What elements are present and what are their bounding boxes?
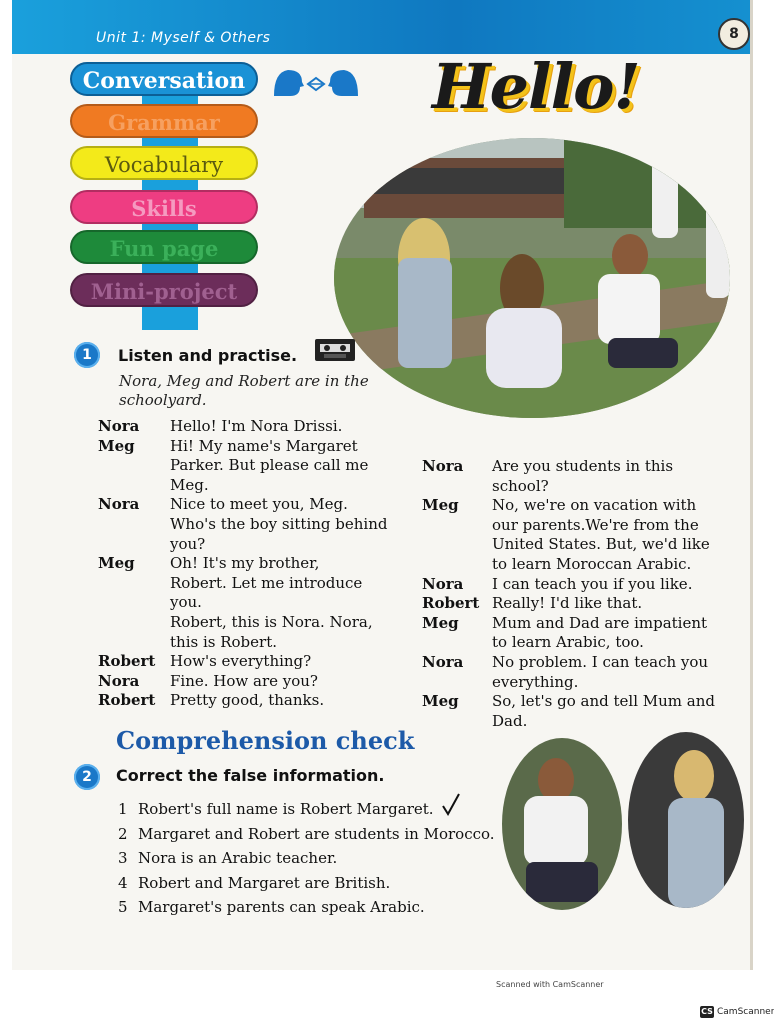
dialogue-text: Hi! My name's Margaret: [170, 436, 358, 455]
dialogue-text: to learn Moroccan Arabic.: [492, 554, 692, 573]
schoolyard-photo: [334, 138, 730, 418]
dialogue-text: you?: [170, 534, 206, 553]
comprehension-heading: Comprehension check: [116, 726, 415, 755]
camscanner-logo-text: CamScanner: [717, 1007, 774, 1017]
dialogue-line: [422, 516, 740, 536]
speaker-name: [98, 476, 170, 496]
speaker-name: [98, 574, 170, 594]
dialogue-text: Pretty good, thanks.: [170, 691, 325, 710]
speaker-name: [422, 516, 492, 536]
textbook-page: [12, 0, 753, 970]
tab-grammar[interactable]: Grammar: [70, 104, 258, 138]
dialogue-text: No, we're on vacation with: [492, 496, 697, 515]
dialogue-line: [98, 672, 418, 692]
page-number: 8: [718, 18, 750, 50]
statement-item: [118, 822, 495, 847]
speaker-name: Meg: [98, 554, 135, 573]
speaker-name: Meg: [98, 436, 135, 455]
dialogue-line: [98, 633, 418, 653]
dialogue-line: [98, 515, 418, 535]
dialogue-text: No problem. I can teach you: [492, 652, 709, 671]
dialogue-text: Hello! I'm Nora Drissi.: [170, 417, 343, 435]
dialogue-line: [422, 555, 740, 575]
dialogue-text: Oh! It's my brother,: [170, 554, 320, 573]
dialogue-line: [98, 535, 418, 555]
speaker-name: Robert: [98, 691, 156, 710]
dialogue-text: How's everything?: [170, 652, 312, 671]
speaker-name: Meg: [422, 613, 459, 632]
dialogue-text: Meg.: [170, 475, 209, 494]
statement-text: Margaret's parents can speak Arabic.: [138, 898, 425, 917]
lesson-title: Hello!: [432, 50, 640, 123]
dialogue-text: Parker. But please call me: [170, 456, 369, 475]
dialogue-line: [422, 496, 740, 516]
dialogue-line: [422, 614, 740, 634]
speaker-name: [98, 613, 170, 633]
dialogue-text: this is Robert.: [170, 632, 277, 651]
scanned-watermark: Scanned with CamScanner: [496, 980, 604, 989]
dialogue-text: Are you students in this: [492, 457, 674, 475]
dialogue-line: [98, 613, 418, 633]
dialogue-text: Fine. How are you?: [170, 671, 318, 690]
dialogue-line: [98, 554, 418, 574]
statement-text: Robert's full name is Robert Margaret.: [138, 800, 434, 818]
dialogue-line: [422, 653, 740, 673]
dialogue-text: you.: [170, 593, 202, 612]
speaker-name: Robert: [98, 652, 156, 671]
scene-setting: Nora, Meg and Robert are in the schoolyard.: [119, 372, 369, 409]
dialogue-text: United States. But, we'd like: [492, 535, 710, 554]
speaker-name: Robert: [422, 594, 480, 613]
dialogue-line: [422, 457, 740, 477]
camscanner-logo: [700, 1006, 774, 1018]
statement-number: 1: [118, 800, 128, 818]
statement-text: Nora is an Arabic teacher.: [138, 849, 338, 868]
robert-and-meg-photos: [496, 732, 748, 922]
statement-number: 4: [118, 873, 128, 892]
dialogue-line: [422, 692, 740, 712]
statement-number: 3: [118, 849, 128, 868]
dialogue-left: [98, 417, 418, 711]
speaker-name: [98, 456, 170, 476]
dialogue-text: Robert, this is Nora. Nora,: [170, 612, 373, 631]
cassette-icon[interactable]: [314, 338, 358, 362]
speaker-name: [422, 535, 492, 555]
dialogue-line: [422, 673, 740, 693]
dialogue-text: So, let's go and tell Mum and: [492, 692, 715, 711]
speaker-name: [422, 555, 492, 575]
speaker-name: Meg: [422, 692, 459, 711]
dialogue-text: everything.: [492, 672, 579, 691]
speaker-name: [98, 535, 170, 555]
dialogue-line: [422, 594, 740, 614]
dialogue-text: Robert. Let me introduce: [170, 573, 363, 592]
camscanner-badge: CS: [701, 1007, 713, 1016]
dialogue-line: [422, 633, 740, 653]
tab-fun-page[interactable]: Fun page: [70, 230, 258, 264]
statement-item: [118, 797, 495, 822]
statement-number: 5: [118, 898, 128, 917]
dialogue-text: Really! I'd like that.: [492, 594, 643, 613]
exercise-1-instruction: Listen and practise.: [118, 346, 298, 365]
dialogue-line: [422, 575, 740, 595]
tab-mini-project[interactable]: Mini-project: [70, 273, 258, 307]
dialogue-line: [98, 437, 418, 457]
speaker-name: [98, 593, 170, 613]
tab-skills[interactable]: Skills: [70, 190, 258, 224]
dialogue-text: school?: [492, 476, 549, 495]
dialogue-line: [422, 477, 740, 497]
dialogue-line: [98, 495, 418, 515]
statement-item: [118, 895, 495, 920]
exercise-2-badge: 2: [74, 764, 100, 790]
tab-vocabulary[interactable]: Vocabulary: [70, 146, 258, 180]
handwritten-check-icon: [440, 792, 462, 818]
statement-text: Robert and Margaret are British.: [138, 873, 391, 892]
dialogue-text: Mum and Dad are impatient: [492, 613, 708, 632]
false-statements-list: [118, 797, 495, 920]
dialogue-text: Nice to meet you, Meg.: [170, 495, 348, 514]
dialogue-text: Dad.: [492, 711, 528, 730]
exercise-1-badge: 1: [74, 342, 100, 368]
exercise-2-instruction: Correct the false information.: [116, 766, 385, 785]
unit-title: Unit 1: Myself & Others: [96, 30, 271, 46]
speaker-name: Nora: [98, 417, 140, 435]
tab-conversation[interactable]: Conversation: [70, 62, 258, 96]
conversation-heads-icon: [272, 66, 360, 102]
dialogue-line: [98, 476, 418, 496]
dialogue-line: [98, 593, 418, 613]
speaker-name: Nora: [98, 671, 140, 690]
speaker-name: Nora: [422, 652, 464, 671]
statement-text: Margaret and Robert are students in Morocco.: [138, 824, 495, 843]
dialogue-line: [98, 652, 418, 672]
dialogue-line: [422, 535, 740, 555]
speaker-name: [422, 477, 492, 497]
dialogue-line: [422, 712, 740, 732]
speaker-name: [422, 712, 492, 732]
speaker-name: [98, 515, 170, 535]
dialogue-line: [98, 574, 418, 594]
speaker-name: [422, 673, 492, 693]
speaker-name: Meg: [422, 496, 459, 515]
dialogue-text: our parents.We're from the: [492, 515, 699, 534]
speaker-name: [98, 633, 170, 653]
dialogue-line: [98, 691, 418, 711]
dialogue-text: Who's the boy sitting behind: [170, 514, 388, 533]
speaker-name: [422, 633, 492, 653]
dialogue-line: [98, 417, 418, 437]
dialogue-text: to learn Arabic, too.: [492, 633, 644, 652]
dialogue-line: [98, 456, 418, 476]
speaker-name: Nora: [422, 574, 464, 593]
statement-item: [118, 846, 495, 871]
statement-number: 2: [118, 824, 128, 843]
statement-item: [118, 871, 495, 896]
speaker-name: Nora: [422, 457, 464, 475]
speaker-name: Nora: [98, 495, 140, 514]
dialogue-text: I can teach you if you like.: [492, 574, 693, 593]
dialogue-right: [422, 457, 740, 731]
